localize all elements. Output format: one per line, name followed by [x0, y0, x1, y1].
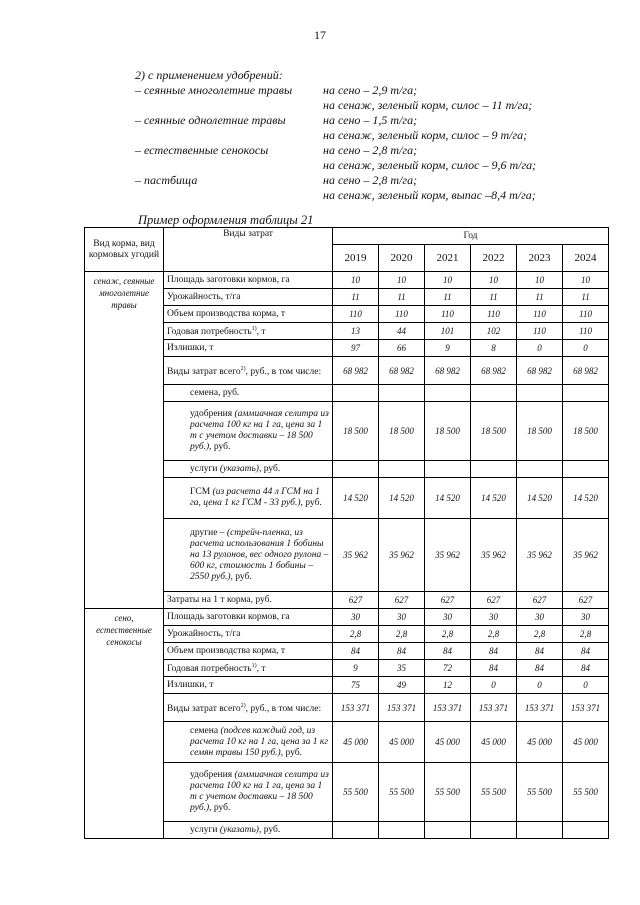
- cost-label-text: Площадь заготовки кормов, га: [167, 274, 290, 285]
- value-cell: 84: [333, 643, 379, 660]
- feed-type-cell: сено, естественные сенокосы: [85, 609, 164, 839]
- table-row: [85, 306, 609, 323]
- value-cell: 10: [425, 272, 471, 289]
- yield-heading: 2) с применением удобрений:: [135, 68, 283, 82]
- value-cell: 110: [333, 306, 379, 323]
- table-row: [85, 763, 609, 822]
- table-row: [85, 385, 609, 402]
- value-cell: 627: [471, 592, 517, 609]
- header-feed-type: Вид корма, вид кормовых угодий: [85, 228, 164, 272]
- value-cell: 153 371: [425, 694, 471, 722]
- value-cell: 75: [333, 677, 379, 694]
- value-cell: 627: [333, 592, 379, 609]
- value-cell: 18 500: [333, 402, 379, 461]
- value-cell: [563, 461, 609, 478]
- value-cell: 35 962: [379, 519, 425, 592]
- cost-label-suffix: , руб.: [258, 824, 281, 835]
- yield-row: [135, 188, 615, 203]
- value-cell: 35: [379, 660, 425, 677]
- header-year-group: Год: [333, 228, 609, 245]
- cost-label-suffix: , руб.: [209, 442, 231, 453]
- cost-label-text: Излишки, т: [167, 679, 214, 690]
- value-cell: 68 982: [379, 357, 425, 385]
- cost-label-text: Объем производства корма, т: [167, 308, 285, 319]
- header-year: 2019: [333, 245, 379, 272]
- value-cell: 2,8: [379, 626, 425, 643]
- yield-hay: на сено – 2,9 т/га;: [323, 83, 418, 97]
- value-cell: [425, 822, 471, 839]
- cost-note: (аммиачная селитра из расчета 100 кг на 1 га, цена за 1 т с учетом доставки – 18 500 руб.): [190, 770, 329, 814]
- cost-label: [164, 357, 333, 385]
- value-cell: 35 962: [425, 519, 471, 592]
- table-row: [85, 340, 609, 357]
- cost-label: [164, 385, 333, 402]
- value-cell: 627: [563, 592, 609, 609]
- value-cell: 18 500: [425, 402, 471, 461]
- yield-list: [135, 68, 615, 203]
- value-cell: 84: [379, 643, 425, 660]
- yield-row: [135, 143, 615, 158]
- yield-haylage: на сенаж, зеленый корм, силос – 9,6 т/га;: [323, 158, 537, 172]
- yield-haylage: на сенаж, зеленый корм, выпас –8,4 т/га;: [323, 188, 536, 202]
- value-cell: 14 520: [425, 478, 471, 519]
- footnote-marker: 2): [240, 702, 246, 709]
- value-cell: [379, 385, 425, 402]
- value-cell: [471, 461, 517, 478]
- table-row: [85, 402, 609, 461]
- value-cell: 8: [471, 340, 517, 357]
- header-year: 2024: [563, 245, 609, 272]
- cost-label-suffix: , руб., в том числе:: [245, 703, 322, 714]
- table-row: [85, 272, 609, 289]
- cost-label-text: услуги: [190, 463, 218, 474]
- value-cell: 11: [333, 289, 379, 306]
- value-cell: 110: [563, 306, 609, 323]
- cost-label-text: Затраты на 1 т корма, руб.: [167, 594, 272, 605]
- value-cell: 14 520: [471, 478, 517, 519]
- page-number: 17: [314, 28, 326, 42]
- footnote-marker: 1): [251, 663, 257, 670]
- value-cell: 84: [517, 660, 563, 677]
- value-cell: 102: [471, 323, 517, 340]
- value-cell: 44: [379, 323, 425, 340]
- yield-row: [135, 173, 615, 188]
- value-cell: 153 371: [563, 694, 609, 722]
- table-row: [85, 289, 609, 306]
- table-row: [85, 643, 609, 660]
- value-cell: [333, 461, 379, 478]
- value-cell: 68 982: [425, 357, 471, 385]
- cost-label-text: семена, руб.: [190, 387, 240, 398]
- cost-label-text: Объем производства корма, т: [167, 645, 285, 656]
- value-cell: 110: [563, 323, 609, 340]
- table-row: [85, 660, 609, 677]
- cost-label: [164, 643, 333, 660]
- cost-label-text: ГСМ: [190, 487, 211, 498]
- value-cell: 10: [333, 272, 379, 289]
- table-row: [85, 722, 609, 763]
- value-cell: 97: [333, 340, 379, 357]
- value-cell: 66: [379, 340, 425, 357]
- value-cell: 55 500: [517, 763, 563, 822]
- cost-label: [164, 592, 333, 609]
- value-cell: 0: [471, 677, 517, 694]
- value-cell: 84: [563, 660, 609, 677]
- value-cell: 55 500: [379, 763, 425, 822]
- value-cell: 68 982: [471, 357, 517, 385]
- value-cell: [517, 461, 563, 478]
- value-cell: 10: [517, 272, 563, 289]
- value-cell: 0: [517, 340, 563, 357]
- value-cell: 14 520: [333, 478, 379, 519]
- value-cell: 627: [379, 592, 425, 609]
- table-row: [85, 592, 609, 609]
- yield-crop: – пастбища: [135, 173, 198, 187]
- value-cell: 49: [379, 677, 425, 694]
- table-row: [85, 694, 609, 722]
- cost-label: [164, 461, 333, 478]
- cost-table: [84, 227, 609, 839]
- value-cell: 84: [563, 643, 609, 660]
- value-cell: [563, 822, 609, 839]
- value-cell: [425, 385, 471, 402]
- value-cell: 10: [563, 272, 609, 289]
- cost-label-suffix: , т: [256, 327, 266, 338]
- cost-label: [164, 722, 333, 763]
- value-cell: 11: [517, 289, 563, 306]
- value-cell: [333, 822, 379, 839]
- cost-label-text: Урожайность, т/га: [167, 628, 241, 639]
- yield-row: [135, 113, 615, 128]
- cost-label: [164, 289, 333, 306]
- cost-label: [164, 822, 333, 839]
- yield-crop: – естественные сенокосы: [135, 143, 269, 157]
- value-cell: 627: [425, 592, 471, 609]
- value-cell: 10: [379, 272, 425, 289]
- value-cell: 14 520: [379, 478, 425, 519]
- value-cell: 10: [471, 272, 517, 289]
- value-cell: [471, 822, 517, 839]
- value-cell: [379, 822, 425, 839]
- cost-label-suffix: , т: [256, 664, 266, 675]
- cost-label-text: Урожайность, т/га: [167, 291, 241, 302]
- cost-note: (указать): [217, 824, 259, 835]
- value-cell: 18 500: [471, 402, 517, 461]
- header-year: 2021: [425, 245, 471, 272]
- value-cell: 153 371: [379, 694, 425, 722]
- table-row: [85, 357, 609, 385]
- value-cell: 84: [517, 643, 563, 660]
- cost-note: (из расчета 44 л ГСМ на 1 га, цена 1 кг ГСМ - 33 руб.): [190, 487, 320, 509]
- feed-type-cell: сенаж, сеянные многолетние травы: [85, 272, 164, 609]
- table-row: [85, 822, 609, 839]
- header-cost-type: Виды затрат: [164, 228, 333, 272]
- value-cell: 2,8: [425, 626, 471, 643]
- value-cell: 30: [425, 609, 471, 626]
- value-cell: 153 371: [471, 694, 517, 722]
- value-cell: 45 000: [563, 722, 609, 763]
- table-caption: Пример оформления таблицы 21: [138, 213, 314, 227]
- table-row: [85, 626, 609, 643]
- header-year: 2020: [379, 245, 425, 272]
- cost-label: [164, 519, 333, 592]
- value-cell: 35 962: [333, 519, 379, 592]
- cost-label-text: другие: [190, 527, 218, 538]
- cost-label: [164, 660, 333, 677]
- value-cell: 55 500: [425, 763, 471, 822]
- value-cell: 30: [517, 609, 563, 626]
- value-cell: 153 371: [517, 694, 563, 722]
- value-cell: 0: [517, 677, 563, 694]
- table-body: [85, 272, 609, 839]
- value-cell: 45 000: [379, 722, 425, 763]
- cost-label-text: Площадь заготовки кормов, га: [167, 611, 290, 622]
- cost-label: [164, 694, 333, 722]
- cost-label: [164, 306, 333, 323]
- value-cell: 30: [471, 609, 517, 626]
- yield-haylage: на сенаж, зеленый корм, силос – 9 т/га;: [323, 128, 528, 142]
- cost-label: [164, 402, 333, 461]
- value-cell: 84: [471, 643, 517, 660]
- value-cell: 11: [563, 289, 609, 306]
- table-row: [85, 609, 609, 626]
- yield-haylage: на сенаж, зеленый корм, силос – 11 т/га;: [323, 98, 533, 112]
- value-cell: 110: [425, 306, 471, 323]
- cost-label-suffix: , руб.: [258, 463, 281, 474]
- value-cell: 11: [425, 289, 471, 306]
- value-cell: 12: [425, 677, 471, 694]
- value-cell: 35 962: [563, 519, 609, 592]
- cost-label-text: удобрения: [190, 770, 233, 781]
- value-cell: 35 962: [517, 519, 563, 592]
- cost-label: [164, 609, 333, 626]
- value-cell: 0: [563, 677, 609, 694]
- value-cell: 30: [333, 609, 379, 626]
- value-cell: 68 982: [333, 357, 379, 385]
- cost-label-text: услуги: [190, 824, 218, 835]
- cost-label-text: Годовая потребность: [167, 327, 252, 338]
- table-row: [85, 677, 609, 694]
- table-row: [85, 461, 609, 478]
- table-row: [85, 323, 609, 340]
- table-row: [85, 478, 609, 519]
- cost-label-suffix: , руб.: [300, 498, 322, 509]
- value-cell: 55 500: [471, 763, 517, 822]
- header-year: 2022: [471, 245, 517, 272]
- cost-label: [164, 323, 333, 340]
- value-cell: [563, 385, 609, 402]
- cost-label: [164, 626, 333, 643]
- value-cell: 55 500: [563, 763, 609, 822]
- cost-note: (указать): [217, 463, 259, 474]
- value-cell: 68 982: [517, 357, 563, 385]
- cost-label: [164, 763, 333, 822]
- value-cell: 14 520: [563, 478, 609, 519]
- value-cell: 35 962: [471, 519, 517, 592]
- cost-label-text: семена: [190, 725, 219, 736]
- yield-row: [135, 128, 615, 143]
- value-cell: 18 500: [517, 402, 563, 461]
- cost-label-suffix: , руб.: [230, 571, 252, 582]
- value-cell: [471, 385, 517, 402]
- cost-label: [164, 340, 333, 357]
- value-cell: 13: [333, 323, 379, 340]
- value-cell: 45 000: [333, 722, 379, 763]
- value-cell: 153 371: [333, 694, 379, 722]
- value-cell: 84: [425, 643, 471, 660]
- value-cell: 110: [379, 306, 425, 323]
- value-cell: 2,8: [517, 626, 563, 643]
- value-cell: 72: [425, 660, 471, 677]
- cost-label-text: Виды затрат всего: [167, 703, 241, 714]
- cost-note: (аммиачная селитра из расчета 100 кг на 1 га, цена за 1 т с учетом доставки – 18 500 руб.): [190, 409, 329, 453]
- yield-hay: на сено – 2,8 т/га;: [323, 143, 418, 157]
- value-cell: [379, 461, 425, 478]
- value-cell: 9: [425, 340, 471, 357]
- cost-label: [164, 272, 333, 289]
- value-cell: 68 982: [563, 357, 609, 385]
- value-cell: 11: [471, 289, 517, 306]
- value-cell: 627: [517, 592, 563, 609]
- cost-label: [164, 478, 333, 519]
- yield-hay: на сено – 1,5 т/га;: [323, 113, 418, 127]
- cost-note: – (стрейч-пленка, из расчета использования 1 бобины на 13 рулонов, вес одного рулона – 600 кг, стоимость 1 бобины – 2550 руб.): [190, 527, 329, 582]
- cost-label: [164, 677, 333, 694]
- value-cell: [333, 385, 379, 402]
- value-cell: 11: [379, 289, 425, 306]
- value-cell: 55 500: [333, 763, 379, 822]
- value-cell: 18 500: [379, 402, 425, 461]
- value-cell: 9: [333, 660, 379, 677]
- value-cell: 14 520: [517, 478, 563, 519]
- value-cell: 45 000: [425, 722, 471, 763]
- cost-label-suffix: , руб.: [280, 747, 302, 758]
- value-cell: 45 000: [471, 722, 517, 763]
- cost-label-suffix: , руб., в том числе:: [245, 366, 322, 377]
- cost-label-suffix: , руб.: [209, 803, 231, 814]
- footnote-marker: 2): [240, 365, 246, 372]
- yield-crop: – сеянные многолетние травы: [135, 83, 293, 97]
- value-cell: 101: [425, 323, 471, 340]
- value-cell: [425, 461, 471, 478]
- value-cell: 18 500: [563, 402, 609, 461]
- header-year: 2023: [517, 245, 563, 272]
- table-row: [85, 519, 609, 592]
- value-cell: 30: [379, 609, 425, 626]
- cost-label-text: Годовая потребность: [167, 664, 252, 675]
- value-cell: [517, 385, 563, 402]
- cost-label-text: Виды затрат всего: [167, 366, 241, 377]
- value-cell: [517, 822, 563, 839]
- value-cell: 110: [471, 306, 517, 323]
- yield-hay: на сено – 2,8 т/га;: [323, 173, 418, 187]
- footnote-marker: 1): [251, 326, 257, 332]
- yield-row: [135, 158, 615, 173]
- yield-row: [135, 83, 615, 98]
- yield-row: [135, 98, 615, 113]
- value-cell: 2,8: [471, 626, 517, 643]
- value-cell: 110: [517, 323, 563, 340]
- yield-crop: – сеянные однолетние травы: [135, 113, 286, 127]
- cost-label-text: Излишки, т: [167, 342, 214, 353]
- value-cell: 2,8: [563, 626, 609, 643]
- value-cell: 0: [563, 340, 609, 357]
- value-cell: 110: [517, 306, 563, 323]
- cost-label-text: удобрения: [190, 409, 233, 420]
- cost-note: (подсев каждый год, из расчета 10 кг на 1 га, цена за 1 кг семян травы 150 руб.): [190, 725, 329, 758]
- value-cell: 84: [471, 660, 517, 677]
- value-cell: 30: [563, 609, 609, 626]
- value-cell: 2,8: [333, 626, 379, 643]
- value-cell: 45 000: [517, 722, 563, 763]
